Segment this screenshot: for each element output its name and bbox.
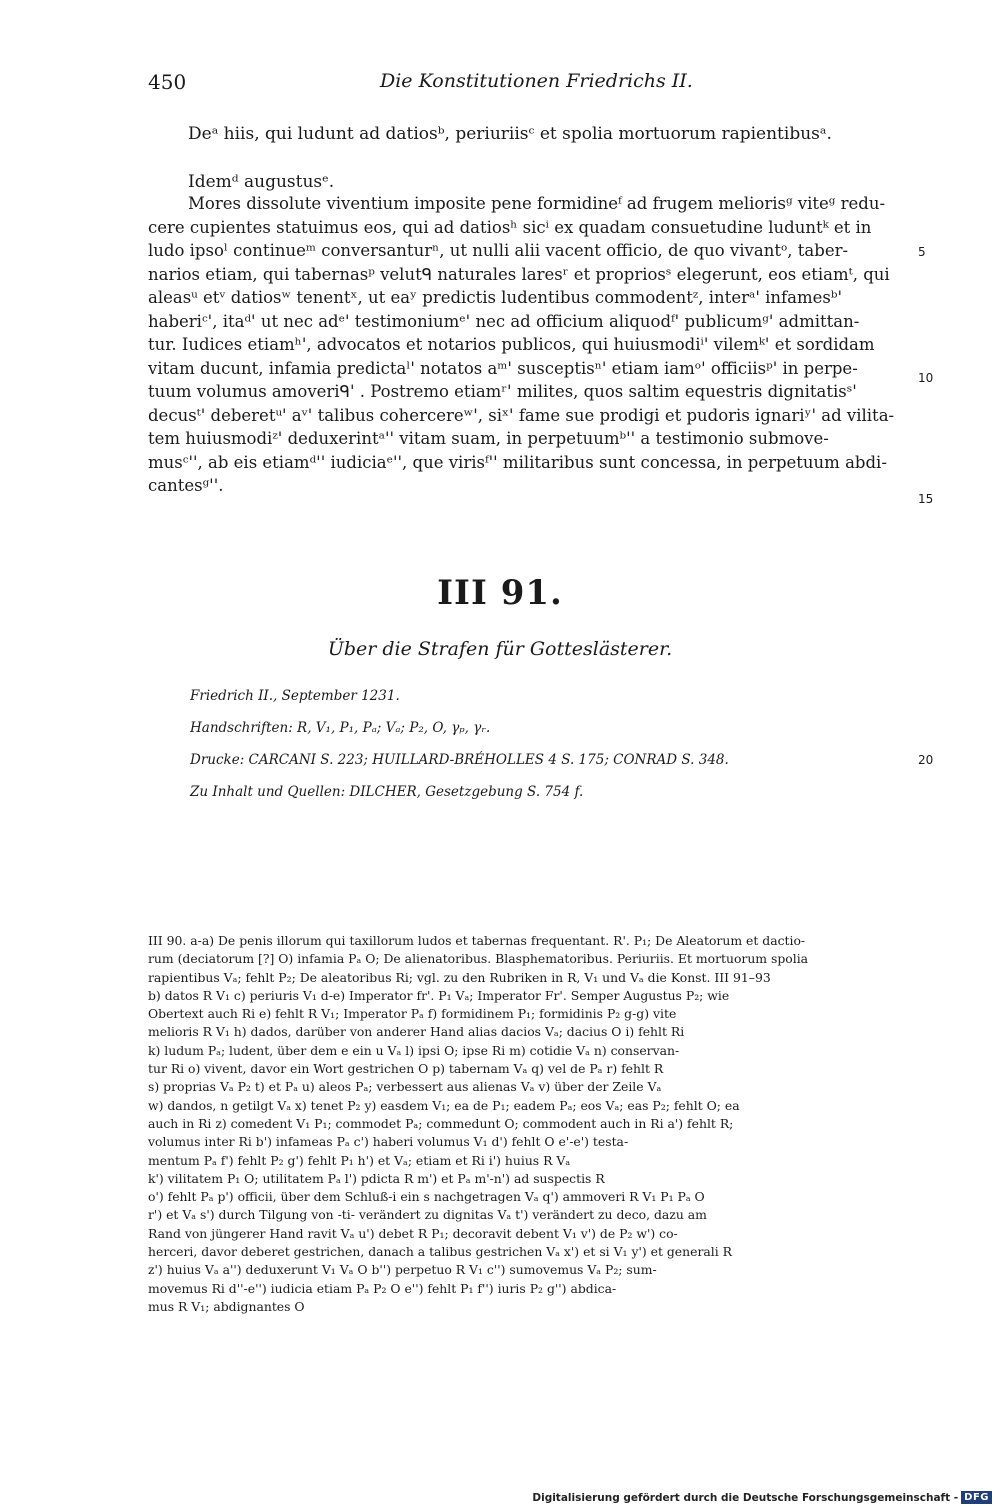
constitution-text — [148, 192, 898, 498]
apparatus-line: melioris R V₁ h) dados, darüber von anderer Hand alias dacios Vₐ; dacius O i) fehlt Ri — [148, 1024, 685, 1040]
apparatus-line: III 90. a-a) De penis illorum qui taxillorum ludos et tabernas frequentant. R'. P₁; De Aleatorum et dactio- — [148, 933, 806, 948]
line-number: 15 — [918, 492, 934, 506]
page-header — [148, 70, 693, 100]
rubric-heading: Deᵃ hiis, qui ludunt ad datiosᵇ, periuriisᶜ et spolia mortuorum rapientibusᵃ. — [188, 124, 832, 144]
apparatus-line: mentum Pₐ f') fehlt P₂ g') fehlt P₁ h') et Vₐ; etiam et Ri i') huius R Vₐ — [148, 1152, 571, 1168]
apparatus-line: Obertext auch Ri e) fehlt R V₁; Imperator Pₐ f) formidinem P₁; formidinis P₂ g-g) vite — [148, 1006, 677, 1022]
apparatus-line: w) dandos, n getilgt Vₐ x) tenet P₂ y) easdem V₁; ea de P₁; eadem Pₐ; eos Vₐ; eas P₂; fehlt O; ea — [148, 1097, 740, 1113]
line-number: 10 — [918, 371, 934, 385]
apparatus-line: herceri, davor deberet gestrichen, danach a talibus gestrichen Vₐ x') et si V₁ y') et generali R — [148, 1244, 732, 1260]
apparatus-line: k') vilitatem P₁ O; utilitatem Pₐ l') pdicta R m') et Pₐ m'-n') ad suspectis R — [148, 1170, 605, 1186]
meta-prints: Drucke: CARCANI S. 223; HUILLARD-BRÉHOLLES 4 S. 175; CONRAD S. 348. — [190, 752, 729, 768]
running-title: Die Konstitutionen Friedrichs II. — [380, 70, 693, 92]
body-line: cere cupientes statuimus eos, qui ad datiosʰ sicⁱ ex quadam consuetudine luduntᵏ et in — [148, 217, 872, 237]
apparatus-line: volumus inter Ri b') infameas Pₐ c') haberi volumus V₁ d') fehlt O e'-e') testa- — [148, 1134, 629, 1150]
body-line: decusᵗ' deberetᵘ' aᵛ' talibus cohercereʷ', siˣ' fame sue prodigi et pudoris ignariʸ' ad vilita- — [148, 405, 895, 425]
apparatus-line: rum (deciatorum [?] O) infamia Pₐ O; De alienatoribus. Blasphematoribus. Periuriis. Et mortuorum spolia — [148, 951, 809, 967]
apparatus-line: Rand von jüngerer Hand ravit Vₐ u') debet R P₁; decoravit debent V₁ v') de P₂ w') co- — [148, 1225, 678, 1241]
apparatus-line: k) ludum Pₐ; ludent, über dem e ein u Vₐ l) ipsi O; ipse Ri m) cotidie Vₐ n) conservan- — [148, 1042, 680, 1058]
section-title: Über die Strafen für Gotteslästerer. — [327, 638, 673, 660]
section-number: III 91. — [437, 573, 563, 613]
body-line: ludo ipsoˡ continueᵐ conversanturⁿ, ut nulli alii vacent officio, de quo vivantᵒ, taber- — [148, 241, 849, 260]
apparatus-line: mus R V₁; abdignantes O — [148, 1298, 305, 1314]
line-number: 5 — [918, 245, 926, 259]
dfg-logo-icon: DFG — [961, 1491, 992, 1504]
apparatus-line: auch in Ri z) comedent V₁ P₁; commodet Pₐ; commedunt O; commodent auch in Ri a') fehlt R; — [148, 1115, 734, 1131]
apparatus-line: r') et Vₐ s') durch Tilgung von -ti- verändert zu dignitas Vₐ t') verändert zu deco, dazu am — [148, 1207, 707, 1223]
body-line: tur. Iudices etiamʰ', advocatos et notarios publicos, qui huiusmodiⁱ' vilemᵏ' et sordidam — [148, 335, 875, 354]
body-line: narios etiam, qui tabernasᵖ velutᑫ naturales laresʳ et propriosˢ elegerunt, eos etiamᵗ, qui — [148, 264, 890, 284]
apparatus-line: z') huius Vₐ a'') deduxerunt V₁ Vₐ O b'') perpetuo R V₁ c'') sumovemus Vₐ P₂; sum- — [148, 1262, 657, 1278]
body-line: aleasᵘ etᵛ datiosʷ tenentˣ, ut eaʸ predictis ludentibus commodentᶻ, interᵃ' infamesᵇ' — [148, 288, 842, 307]
meta-date: Friedrich II., September 1231. — [190, 688, 400, 704]
body-line: tem huiusmodiᶻ' deduxerintᵃ'' vitam suam, in perpetuumᵇ'' a testimonio submove- — [148, 429, 829, 448]
body-line: vitam ducunt, infamia predictaˡ' notatos aᵐ' susceptisⁿ' etiam iamᵒ' officiisᵖ' in perpe- — [148, 358, 858, 378]
body-line: musᶜ'', ab eis etiamᵈ'' iudiciaᵉ'', que virisᶠ'' militaribus sunt concessa, in perpetuum abdi- — [148, 452, 887, 472]
apparatus-line: s) proprias Vₐ P₂ t) et Pₐ u) aleos Pₐ; verbessert aus alienas Vₐ v) über der Zeile Vₐ — [148, 1079, 662, 1095]
body-line: Mores dissolute viventium imposite pene formidineᶠ ad frugem meliorisᵍ viteᵍ redu- — [188, 194, 886, 213]
critical-apparatus — [148, 932, 908, 1316]
body-line: tuum volumus amoveriᑫ' . Postremo etiamʳ' milites, quos saltim equestris dignitatisˢ' — [148, 382, 857, 401]
footer-text: Digitalisierung gefördert durch die Deutsche Forschungsgemeinschaft - — [532, 1491, 959, 1504]
apparatus-line: movemus Ri d''-e'') iudicia etiam Pₐ P₂ O e'') fehlt P₁ f'') iuris P₂ g'') abdica- — [148, 1280, 617, 1296]
apparatus-line: tur Ri o) vivent, davor ein Wort gestrichen O p) tabernam Vₐ q) vel de Pₐ r) fehlt R — [148, 1061, 664, 1077]
apparatus-line: b) datos R V₁ c) periuris V₁ d-e) Imperator fr'. P₁ Vₐ; Imperator Fr'. Semper Augustus P₂; wie — [148, 987, 730, 1003]
body-line: cantesᵍ''. — [148, 476, 224, 495]
meta-manuscripts: Handschriften: R, V₁, P₁, Pₐ; Vₐ; P₂, O, γₚ, γᵣ. — [190, 720, 491, 736]
apparatus-line: rapientibus Vₐ; fehlt P₂; De aleatoribus Ri; vgl. zu den Rubriken in R, V₁ und Vₐ die Konst. III 91–93 — [148, 969, 771, 985]
apparatus-line: o') fehlt Pₐ p') officii, über dem Schluß-i ein s nachgetragen Vₐ q') ammoveri R V₁ P₁ Pₐ O — [148, 1189, 705, 1205]
page-number: 450 — [148, 70, 187, 94]
idem-line: Idemᵈ augustusᵉ. — [188, 172, 335, 192]
body-line: haberiᶜ', itaᵈ' ut nec adᵉ' testimoniumᵉ' nec ad officium aliquodᶠ' publicumᵍ' admittan- — [148, 311, 860, 331]
meta-sources: Zu Inhalt und Quellen: DILCHER, Gesetzgebung S. 754 f. — [190, 784, 584, 800]
line-number: 20 — [918, 753, 934, 767]
digitization-footer — [532, 1491, 992, 1504]
